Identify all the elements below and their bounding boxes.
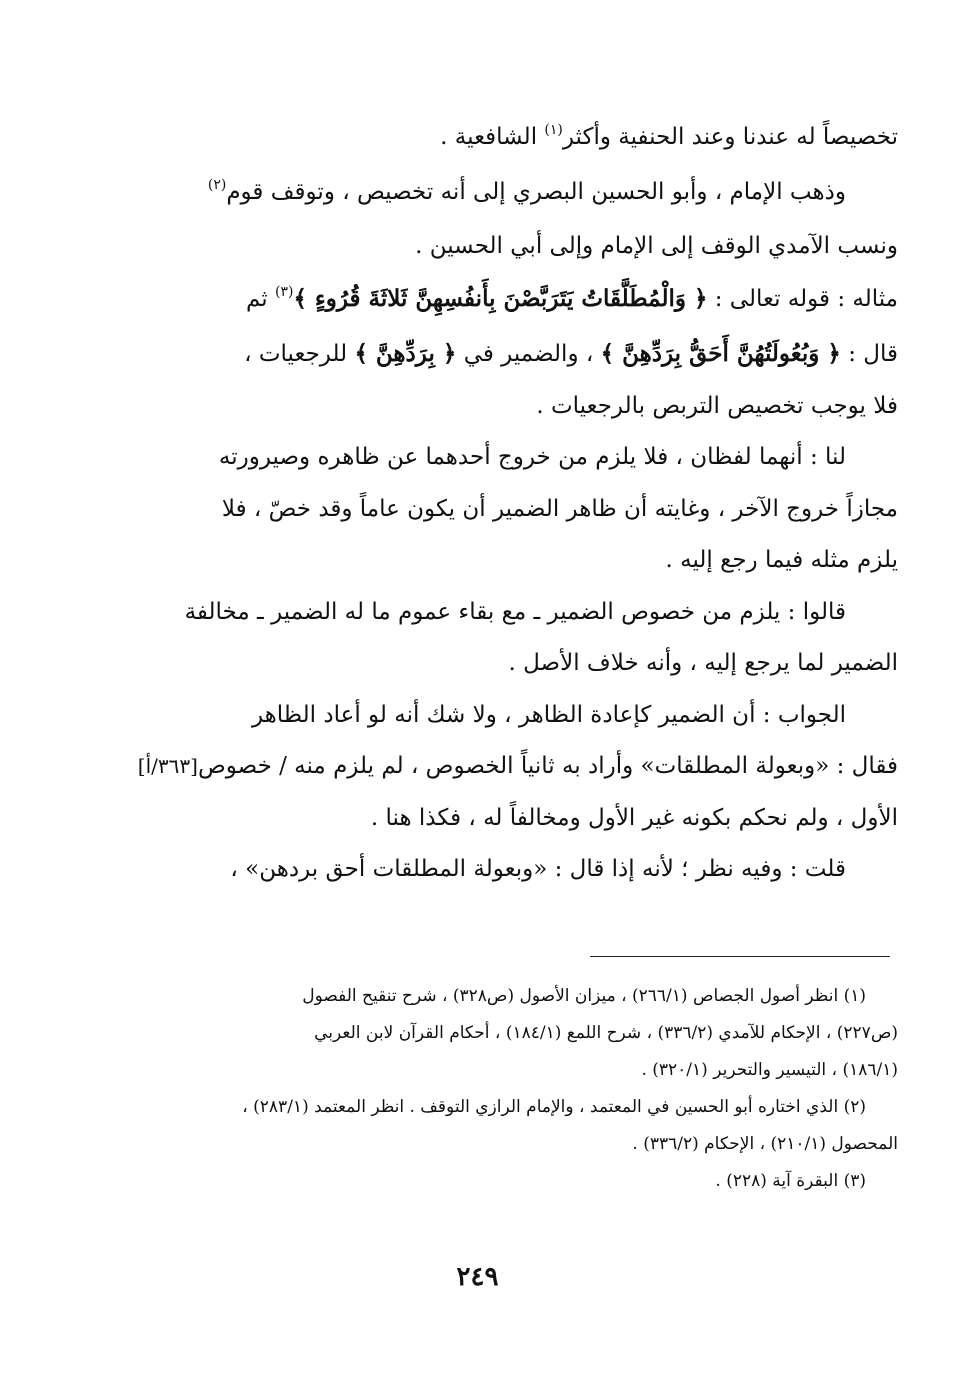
text-line: مجازاً خروج الآخر ، وغايته أن ظاهر الضمير أن يكون عاماً وقد خصّ ، فلا	[221, 495, 898, 522]
text-line	[140, 328, 898, 381]
quran-verse: ﴿ بِرَدِّهِنَّ ﴾	[354, 340, 457, 367]
text-line: قالوا : يلزم من خصوص الضمير ـ مع بقاء عموم ما له الضمير ـ مخالفة	[184, 598, 846, 625]
text-segment: ثم	[245, 285, 275, 312]
text-line	[140, 167, 898, 222]
text-segment: الشافعية .	[440, 124, 545, 150]
text-segment: مثاله : قوله تعالى :	[707, 285, 898, 312]
footnote-line: المحصول (٢١٠/١) ، الإحكام (٣٣٦/٢) .	[632, 1134, 898, 1154]
footnote-marker: (١)	[544, 122, 563, 138]
footnote-line: (٢) الذي اختاره أبو الحسين في المعتمد ، والإمام الرازي التوقف . انظر المعتمد (٢٨٣/١) ،	[242, 1097, 866, 1117]
footnote-line: (١٨٦/١) ، التيسير والتحرير (٣٢٠/١) .	[641, 1060, 898, 1080]
footnotes	[140, 978, 898, 1200]
manuscript-folio-ref: [٣٦٣/أ]	[137, 754, 198, 778]
text-line: ونسب الآمدي الوقف إلى الإمام وإلى أبي الحسين .	[415, 233, 898, 259]
text-segment: فقال : «وبعولة المطلقات» وأراد به ثانياً الخصوص ، لم يلزم منه / خصوص	[197, 753, 898, 779]
footnote-separator	[590, 956, 890, 957]
text-segment: ، والضمير في	[456, 341, 601, 367]
text-line: قلت : وفيه نظر ؛ لأنه إذا قال : «وبعولة المطلقات أحق بردهن» ،	[230, 856, 846, 882]
page-number: ٢٤٩	[456, 1262, 499, 1292]
main-text	[137, 112, 898, 896]
text-line: لنا : أنهما لفظان ، فلا يلزم من خروج أحدهما عن ظاهره وصيرورته	[218, 444, 846, 470]
text-line	[140, 112, 898, 167]
text-segment: تخصيصاً له عندنا وعند الحنفية وأكثر	[562, 124, 898, 150]
quran-verse: ﴿ وَبُعُولَتُهُنَّ أَحَقُّ بِرَدِّهِنَّ ﴾	[600, 340, 841, 367]
text-line	[140, 273, 898, 329]
text-line: الأول ، ولم نحكم بكونه غير الأول ومخالفاً له ، فكذا هنا .	[370, 804, 898, 831]
footnote-marker: (٢)	[207, 176, 227, 193]
text-line: يلزم مثله فيما رجع إليه .	[665, 547, 898, 573]
footnote-line: (ص٢٢٧) ، الإحكام للآمدي (٣٣٦/٢) ، شرح اللمع (١٨٤/١) ، أحكام القرآن لابن العربي	[314, 1023, 898, 1043]
text-line: الضمير لما يرجع إليه ، وأنه خلاف الأصل .	[508, 650, 898, 676]
text-segment: قال :	[840, 341, 898, 367]
text-line: فلا يوجب تخصيص التربص بالرجعيات .	[536, 392, 898, 419]
text-line: الجواب : أن الضمير كإعادة الظاهر ، ولا شك أنه لو أعاد الظاهر	[251, 701, 846, 728]
text-line	[137, 741, 898, 793]
footnote-line: (٣) البقرة آية (٢٢٨) .	[715, 1171, 866, 1191]
text-segment: للرجعيات ،	[244, 341, 355, 367]
text-segment: وذهب الإمام ، وأبو الحسين البصري إلى أنه تخصيص ، وتوقف قوم	[226, 178, 846, 205]
footnote-line: (١) انظر أصول الجصاص (٢٦٦/١) ، ميزان الأصول (ص٣٢٨) ، شرح تنقيح الفصول	[302, 986, 866, 1006]
quran-verse: ﴿ وَالْمُطَلَّقَاتُ يَتَرَبَّصْنَ بِأَنفُسِهِنَّ ثَلاثَةَ قُرُوءٍ ﴾	[293, 284, 708, 312]
footnote-marker: (٣)	[274, 283, 294, 300]
